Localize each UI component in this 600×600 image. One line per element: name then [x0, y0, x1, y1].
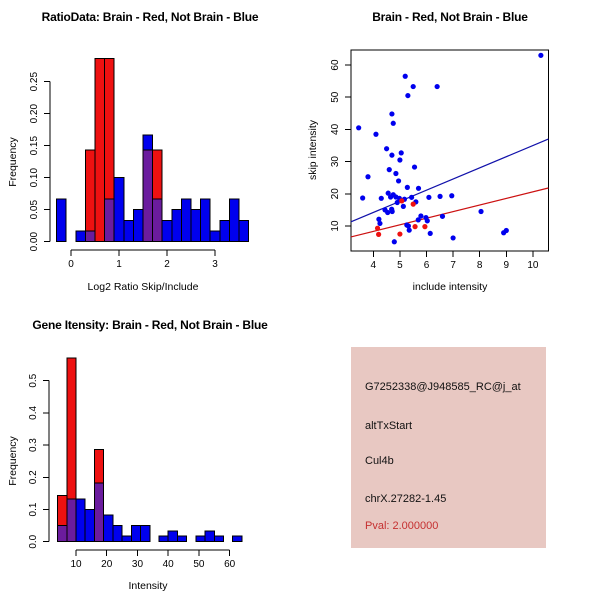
info-panel — [300, 300, 600, 600]
scatter-point-blue — [409, 195, 414, 200]
scatter-point-blue — [428, 231, 433, 236]
x-tick-label: 50 — [193, 559, 205, 570]
ratio-histogram-panel — [0, 0, 300, 300]
scatter-point-blue — [435, 84, 440, 89]
hist-bar-red — [95, 59, 105, 242]
y-tick-label: 60 — [330, 59, 341, 71]
x-tick-label: 40 — [162, 559, 174, 570]
x-tick-label: 60 — [224, 559, 236, 570]
x-tick-label: 10 — [527, 260, 539, 271]
pvalue-text: Pval: 2.000000 — [365, 520, 439, 532]
not-brain-fit-line — [351, 139, 548, 222]
scatter-point-blue — [385, 210, 390, 215]
hist-bar-blue — [181, 199, 191, 242]
y-tick-label: 0.1 — [28, 502, 39, 517]
hist-bar-blue — [168, 531, 177, 542]
y-axis-label: skip intensity — [307, 119, 319, 181]
y-tick-label: 0.15 — [29, 135, 40, 156]
hist-bar-blue — [114, 178, 124, 242]
scatter-point-blue — [426, 195, 431, 200]
hist-bar-blue — [177, 536, 186, 541]
hist-bar-blue — [172, 210, 182, 242]
hist-bar-blue — [196, 536, 205, 541]
hist-bar-red — [153, 150, 163, 199]
x-tick-label: 30 — [131, 559, 144, 570]
scatter-point-blue — [388, 194, 393, 199]
x-tick-label: 3 — [212, 259, 218, 270]
scatter-point-blue — [377, 221, 382, 226]
scatter-point-blue — [399, 150, 404, 155]
x-tick-label: 0 — [68, 259, 74, 270]
gene-symbol-text: Cul4b — [365, 455, 394, 467]
hist-bar-blue — [159, 536, 168, 541]
hist-bar-blue — [220, 221, 230, 242]
scatter-point-blue — [407, 228, 412, 233]
scatter-point-red — [376, 232, 381, 237]
hist-bar-red — [67, 358, 76, 499]
hist-bar-blue — [122, 536, 131, 541]
scatter-point-blue — [373, 132, 378, 137]
ratio-histogram-chart — [0, 0, 300, 300]
hist-bar-blue — [141, 526, 150, 542]
y-tick-label: 0.5 — [28, 373, 39, 388]
plot-marks — [28, 358, 242, 570]
scatter-point-blue — [405, 185, 410, 190]
gene-intensity-histogram-chart — [0, 300, 300, 600]
y-tick-label: 0.4 — [28, 405, 39, 420]
x-axis-label: Intensity — [128, 580, 168, 592]
hist-bar-red — [85, 150, 95, 231]
scatter-chart — [300, 0, 600, 300]
y-tick-label: 20 — [330, 188, 341, 200]
hist-bar-overlap — [143, 150, 153, 242]
event-type-text: altTxStart — [365, 420, 413, 432]
hist-bar-blue — [76, 231, 86, 242]
hist-bar-blue — [124, 221, 134, 242]
scatter-point-blue — [356, 125, 361, 130]
hist-bar-blue — [57, 199, 67, 242]
y-tick-label: 0.3 — [28, 438, 39, 453]
scatter-point-blue — [412, 164, 417, 169]
x-tick-label: 8 — [476, 260, 483, 271]
x-tick-label: 2 — [164, 259, 170, 270]
scatter-point-blue — [392, 239, 397, 244]
y-tick-label: 0.25 — [29, 71, 40, 92]
x-axis-label: Log2 Ratio Skip/Include — [87, 281, 199, 293]
scatter-point-blue — [425, 218, 430, 223]
hist-bar-blue — [239, 221, 249, 242]
plot-marks — [330, 50, 548, 271]
hist-bar-blue — [133, 210, 143, 242]
plot-marks — [29, 59, 249, 270]
hist-bar-blue — [229, 199, 239, 242]
hist-bar-blue — [210, 231, 220, 242]
scatter-point-blue — [449, 193, 454, 198]
scatter-point-blue — [390, 209, 395, 214]
hist-bar-overlap — [153, 199, 163, 242]
x-axis-label: include intensity — [412, 281, 488, 293]
y-tick-label: 10 — [330, 220, 341, 232]
gene-intensity-histogram-panel — [0, 300, 300, 600]
scatter-point-red — [399, 198, 404, 203]
hist-bar-red — [58, 496, 67, 526]
hist-bar-blue — [214, 536, 223, 541]
scatter-point-blue — [440, 214, 445, 219]
y-tick-label: 30 — [330, 156, 341, 168]
scatter-point-blue — [391, 121, 396, 126]
scatter-point-blue — [393, 171, 398, 176]
hist-bar-overlap — [94, 483, 103, 542]
hist-bar-blue — [104, 515, 113, 542]
hist-bar-red — [105, 59, 115, 199]
scatter-point-blue — [451, 235, 456, 240]
x-tick-label: 20 — [101, 559, 113, 570]
scatter-point-red — [411, 202, 416, 207]
scatter-point-blue — [360, 195, 365, 200]
y-tick-label: 40 — [330, 123, 341, 135]
y-tick-label: 50 — [330, 91, 341, 103]
y-tick-label: 0.20 — [29, 103, 40, 124]
scatter-point-blue — [411, 84, 416, 89]
x-tick-label: 9 — [503, 260, 510, 271]
y-tick-label: 0.0 — [28, 534, 39, 549]
x-tick-label: 4 — [370, 260, 377, 271]
hist-bar-blue — [113, 526, 122, 542]
scatter-point-blue — [405, 93, 410, 98]
scatter-point-blue — [437, 194, 442, 199]
y-tick-label: 0.10 — [29, 167, 40, 188]
chart-title: RatioData: Brain - Red, Not Brain - Blue — [41, 10, 259, 24]
scatter-point-blue — [401, 204, 406, 209]
y-axis-label: Frequency — [7, 137, 19, 187]
chart-title: Brain - Red, Not Brain - Blue — [372, 10, 528, 24]
scatter-point-blue — [404, 222, 409, 227]
x-tick-label: 6 — [423, 260, 430, 271]
scatter-point-blue — [396, 178, 401, 183]
y-tick-label: 0.2 — [28, 470, 39, 485]
hist-bar-blue — [201, 199, 211, 242]
scatter-point-red — [412, 224, 417, 229]
scatter-point-blue — [387, 167, 392, 172]
scatter-point-red — [397, 231, 402, 236]
scatter-point-blue — [478, 209, 483, 214]
hist-bar-red — [94, 450, 103, 483]
scatter-point-blue — [538, 53, 543, 58]
scatter-point-blue — [365, 174, 370, 179]
hist-bar-blue — [85, 510, 94, 542]
y-axis-label: Frequency — [7, 436, 19, 486]
hist-bar-overlap — [67, 499, 76, 542]
hist-bar-blue — [205, 531, 214, 542]
scatter-point-red — [375, 226, 380, 231]
locus-text: chrX.27282-1.45 — [365, 493, 447, 505]
x-tick-label: 7 — [450, 260, 456, 271]
x-tick-label: 5 — [397, 260, 403, 271]
scatter-point-blue — [403, 74, 408, 79]
scatter-point-blue — [379, 196, 384, 201]
hist-bar-overlap — [85, 231, 95, 242]
scatter-point-blue — [504, 228, 509, 233]
chart-title: Gene Itensity: Brain - Red, Not Brain - Blue — [32, 318, 268, 332]
scatter-panel — [300, 0, 600, 300]
gene-info-box — [351, 347, 546, 548]
scatter-point-blue — [395, 200, 400, 205]
x-tick-label: 10 — [70, 559, 82, 570]
hist-bar-blue — [131, 526, 140, 542]
scatter-point-blue — [416, 186, 421, 191]
scatter-point-blue — [389, 111, 394, 116]
x-tick-label: 1 — [116, 259, 122, 270]
scatter-point-blue — [397, 157, 402, 162]
hist-bar-blue — [143, 135, 153, 150]
scatter-point-blue — [389, 153, 394, 158]
probe-id-text: G7252338@J948585_RC@j_at — [365, 381, 521, 393]
hist-bar-overlap — [58, 526, 67, 542]
hist-bar-overlap — [105, 199, 115, 242]
scatter-point-blue — [416, 217, 421, 222]
scatter-point-red — [422, 224, 427, 229]
y-tick-label: 0.00 — [29, 231, 40, 252]
hist-bar-blue — [76, 499, 85, 542]
scatter-point-blue — [384, 146, 389, 151]
hist-bar-blue — [233, 536, 242, 541]
y-tick-label: 0.05 — [29, 199, 40, 220]
hist-bar-blue — [191, 210, 201, 242]
hist-bar-blue — [162, 221, 172, 242]
